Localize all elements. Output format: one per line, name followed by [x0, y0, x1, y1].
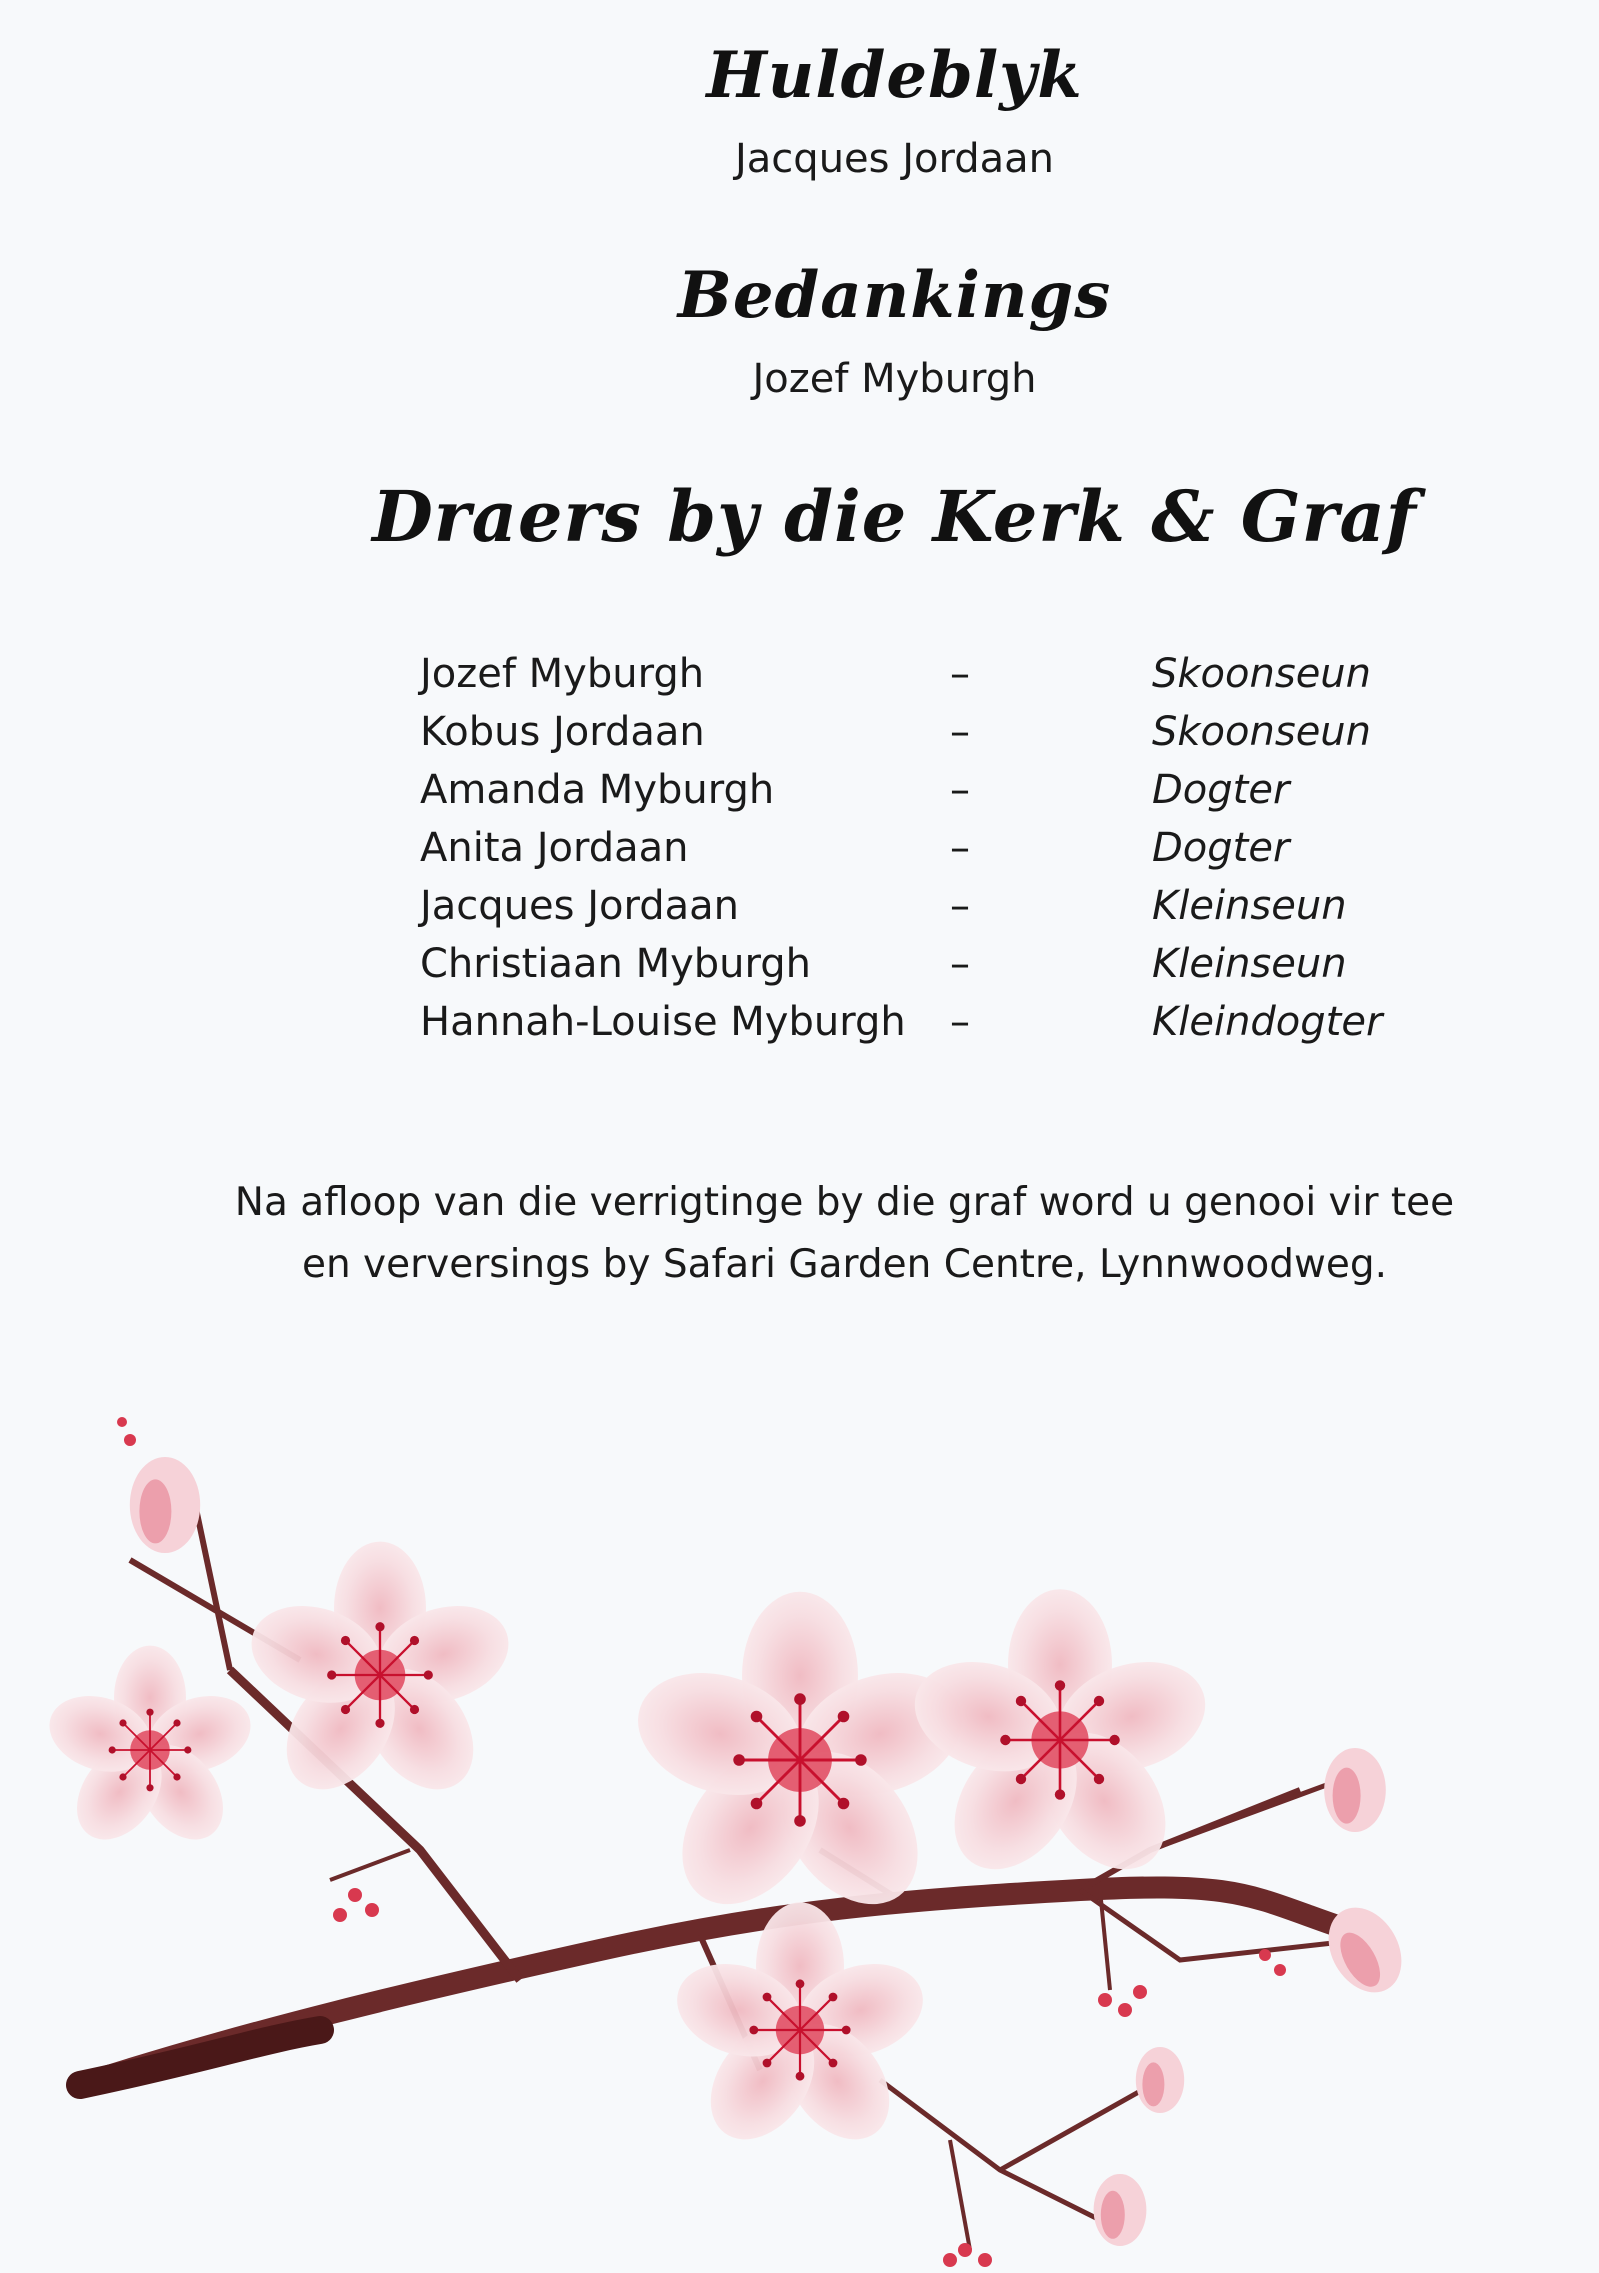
bearer-row: [420, 993, 1472, 1051]
bearer-row: [420, 877, 1472, 935]
bearer-dash: –: [950, 825, 970, 871]
bearer-name: Amanda Myburgh: [420, 767, 775, 813]
bearer-dash: –: [950, 941, 970, 987]
blossom-bud: [130, 1457, 200, 1553]
bearer-relation: Kleindogter: [1152, 999, 1383, 1045]
bearer-name: Jacques Jordaan: [420, 883, 739, 929]
notice-line-2: en verversings by Safari Garden Centre, Lynnwoodweg.: [301, 1242, 1388, 1287]
notice-line-1: Na afloop van die verrigtinge by die graf word u genooi vir tee: [234, 1180, 1455, 1225]
bearer-name: Hannah-Louise Myburgh: [420, 999, 906, 1045]
bearer-dash: –: [950, 767, 970, 813]
blossom-bud: [1094, 2174, 1147, 2246]
bearer-row: [420, 935, 1472, 993]
tribute-heading: Huldeblyk: [706, 38, 1083, 113]
bearer-relation: Dogter: [1152, 767, 1290, 813]
bearer-row: [420, 761, 1472, 819]
bearer-row: [420, 703, 1472, 761]
bearer-name: Anita Jordaan: [420, 825, 689, 871]
blossom-flower: [40, 1646, 261, 1856]
blossom-bud: [1136, 2047, 1184, 2113]
thanks-name: Jozef Myburgh: [752, 356, 1037, 402]
thanks-heading: Bedankings: [677, 258, 1112, 333]
bearer-name: Christiaan Myburgh: [420, 941, 811, 987]
bearer-relation: Kleinseun: [1152, 941, 1347, 987]
bearer-name: Kobus Jordaan: [420, 709, 705, 755]
cherry-blossom-illustration: [0, 1380, 1599, 2273]
bearer-row: [420, 645, 1472, 703]
bearer-relation: Skoonseun: [1152, 709, 1372, 755]
reception-notice: [0, 1172, 1599, 1296]
bearer-dash: –: [950, 651, 970, 697]
bearer-relation: Skoonseun: [1152, 651, 1372, 697]
bearer-relation: Kleinseun: [1152, 883, 1347, 929]
blossom-bud: [1324, 1748, 1386, 1832]
bearer-name: Jozef Myburgh: [420, 651, 705, 697]
blossom-flower: [239, 1542, 521, 1810]
tribute-name: Jacques Jordaan: [735, 136, 1054, 182]
bearer-relation: Dogter: [1152, 825, 1290, 871]
bearer-dash: –: [950, 709, 970, 755]
bearer-row: [420, 819, 1472, 877]
bearers-table: [420, 645, 1472, 1051]
blossom-flower: [901, 1589, 1220, 1892]
bearers-heading: Draers by die Kerk & Graf: [372, 475, 1417, 558]
blossom-bud: [1314, 1895, 1416, 2006]
bearer-dash: –: [950, 999, 970, 1045]
blossom-flower: [622, 1592, 978, 1930]
bearer-dash: –: [950, 883, 970, 929]
